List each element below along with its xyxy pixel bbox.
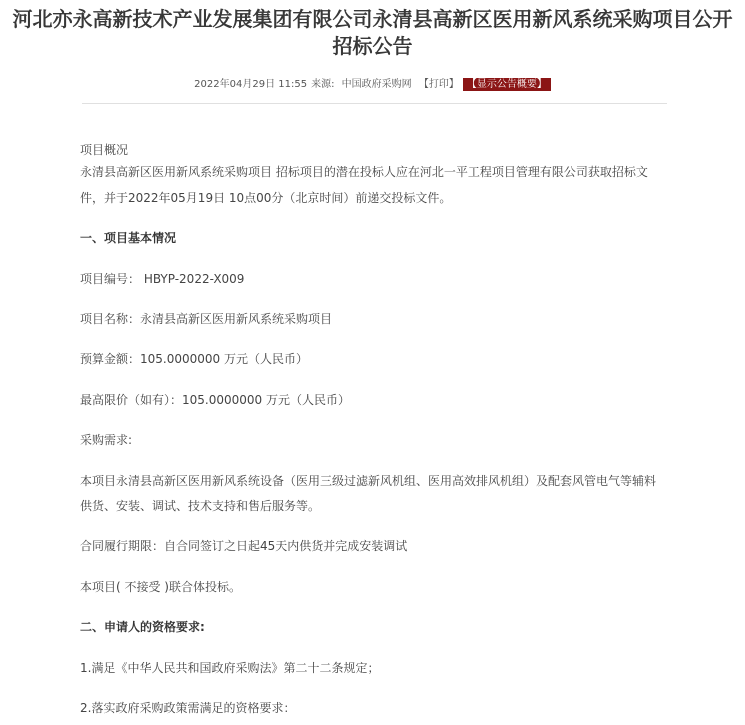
overview-heading: 项目概况 [80, 143, 129, 157]
overview-text-line-1: 永清县高新区医用新风系统采购项目 招标项目的潜在投标人应在河北一平工程项目管理有限公司获取招标文 [80, 165, 648, 179]
project-number: 项目编号： HBYP-2022-X009 [80, 272, 245, 286]
print-link[interactable]: 【打印】 [418, 79, 459, 90]
requirements-text-line-2: 供货、安装、调试、技术支持和售后服务等。 [80, 499, 321, 513]
section-1-heading: 一、项目基本情况 [80, 231, 177, 245]
requirements-label: 采购需求: [80, 433, 133, 447]
requirements-text-line-1: 本项目永清县高新区医用新风系统设备（医用三级过滤新风机组、医用高效排风机组）及配套风管电气等辅料 [80, 474, 657, 488]
source-label: 来源: [311, 79, 335, 90]
publish-datetime: 2022年04月29日 11:55 [194, 79, 308, 90]
consortium-statement: 本项目( 不接受 )联合体投标。 [80, 580, 241, 594]
section-2-heading: 二、申请人的资格要求: [80, 620, 205, 634]
budget-amount: 预算金额：105.0000000 万元（人民币） [80, 352, 308, 366]
show-summary-button[interactable]: 【显示公告概要】 [463, 78, 551, 91]
qualification-item-1: 1.满足《中华人民共和国政府采购法》第二十二条规定； [80, 661, 380, 675]
max-price: 最高限价（如有）：105.0000000 万元（人民币） [80, 393, 350, 407]
overview-text-line-2: 件，并于2022年05月19日 10点00分（北京时间）前递交投标文件。 [80, 191, 452, 205]
contract-period: 合同履行期限：自合同签订之日起45天内供货并完成安装调试 [80, 539, 408, 553]
page-title: 河北亦永高新技术产业发展集团有限公司永清县高新区医用新风系统采购项目公开招标公告 [12, 7, 733, 58]
project-name: 项目名称：永清县高新区医用新风系统采购项目 [80, 312, 333, 326]
header-divider [82, 103, 667, 104]
source-name: 中国政府采购网 [341, 79, 412, 90]
qualification-item-2: 2.落实政府采购政策需满足的资格要求： [80, 701, 296, 715]
article-meta [0, 78, 745, 92]
